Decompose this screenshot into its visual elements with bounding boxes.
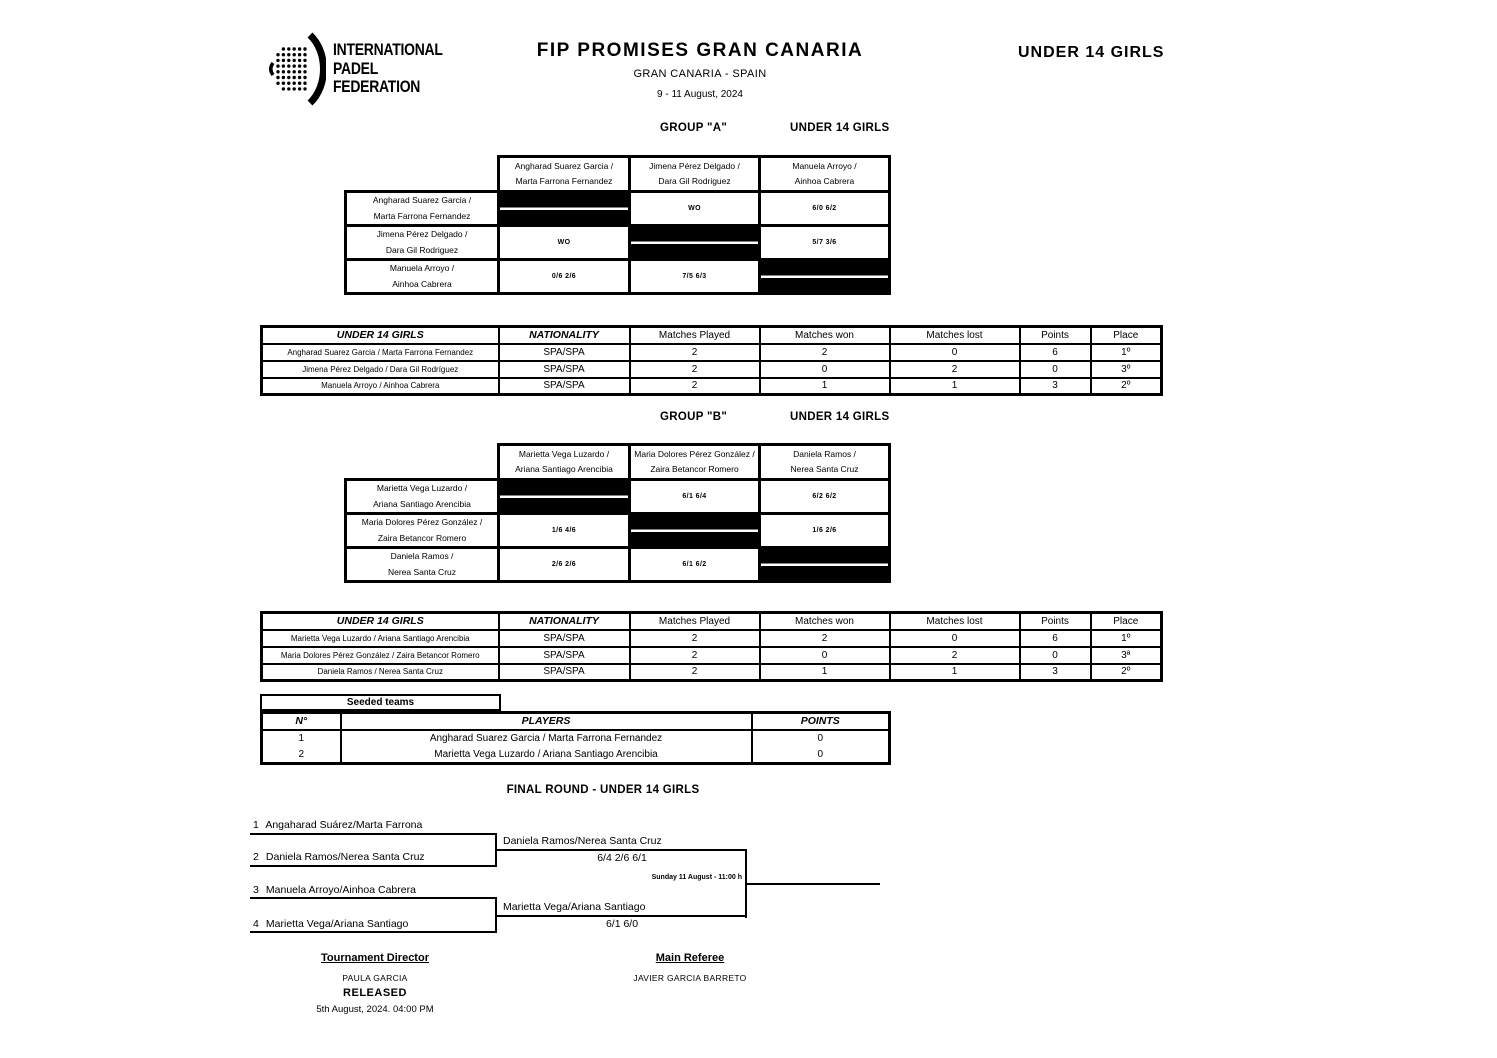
place-cell: 3º	[1091, 361, 1162, 378]
team-name: Angaharad Suárez/Marta Farrona	[265, 819, 423, 831]
table-row	[262, 730, 890, 747]
group-b-heading: GROUP "B"	[660, 411, 728, 423]
match-score-cell: WO	[499, 226, 630, 260]
released-date: 5th August, 2024. 04:00 PM	[316, 1004, 434, 1015]
team-name-line: Manuela Arroyo /	[389, 263, 455, 273]
team-name: Marietta Vega/Ariana Santiago	[265, 918, 409, 930]
semifinal2-winner: Marietta Vega/Ariana Santiago	[503, 901, 646, 913]
bracket-line	[497, 849, 747, 851]
semifinal1-winner: Daniela Ramos/Nerea Santa Cruz	[503, 835, 662, 847]
seed-number: 4	[253, 918, 259, 930]
match-score-cell: 0/6 2/6	[499, 260, 630, 294]
played-cell: 2	[630, 378, 760, 395]
seed-number: 3	[253, 884, 259, 896]
bracket-line	[250, 931, 497, 933]
nationality-cell: SPA/SPA	[499, 630, 630, 647]
event-location: GRAN CANARIA - SPAIN	[633, 68, 767, 80]
bracket-line	[250, 865, 497, 867]
row-team-header	[346, 480, 499, 514]
team-name-line: Dara Gil Rodriguez	[385, 244, 459, 255]
matrix-corner-cell	[346, 445, 499, 480]
place-cell: 1º	[1091, 630, 1162, 647]
bracket-connector	[495, 897, 497, 931]
nationality-cell: SPA/SPA	[499, 361, 630, 378]
column-team-header	[630, 445, 760, 480]
seed-points-cell: 0	[752, 747, 890, 764]
row-team-header	[346, 514, 499, 548]
seeded-header: POINTS	[752, 713, 890, 730]
team-cell: Marietta Vega Luzardo / Ariana Santiago Arencibia	[262, 630, 499, 647]
final-round-title: FINAL ROUND - UNDER 14 GIRLS	[506, 784, 700, 796]
semifinal2-score: 6/1 6/0	[605, 918, 639, 930]
nationality-cell: SPA/SPA	[499, 344, 630, 361]
standings-header: Matches lost	[890, 327, 1020, 344]
seed-number-cell: 2	[262, 747, 341, 764]
standings-header: Matches lost	[890, 613, 1020, 630]
points-cell: 6	[1020, 344, 1091, 361]
logo-line: INTERNATIONAL	[333, 40, 443, 60]
table-row	[262, 630, 1162, 647]
self-match-cell	[760, 260, 890, 294]
column-team-header	[760, 157, 890, 192]
standings-header: Place	[1091, 613, 1162, 630]
padel-racket-icon	[268, 32, 326, 106]
group-a-results-matrix	[344, 155, 891, 295]
team-name-line: Ainhoa Cabrera	[392, 278, 452, 289]
standings-header: Place	[1091, 327, 1162, 344]
lost-cell: 1	[890, 664, 1020, 681]
standings-header: Matches won	[760, 327, 890, 344]
team-name-line: Zaira Betancor Romero	[650, 464, 739, 474]
logo-line: FEDERATION	[333, 77, 421, 97]
lost-cell: 0	[890, 344, 1020, 361]
team-name-line: Jimena Pérez Delgado /	[649, 160, 740, 171]
bracket-team-seed1	[253, 819, 422, 831]
table-row	[262, 378, 1162, 395]
team-name-line: Maria Dolores Pérez González /	[634, 448, 755, 459]
team-name: Daniela Ramos/Nerea Santa Cruz	[265, 851, 425, 863]
team-cell: Manuela Arroyo / Ainhoa Cabrera	[262, 378, 499, 395]
team-name-line: Ariana Santiago Arencibia	[373, 498, 471, 509]
team-cell: Maria Dolores Pérez González / Zaira Betancor Romero	[262, 647, 499, 664]
match-score-cell: 2/6 2/6	[499, 548, 630, 582]
bracket-line	[250, 833, 497, 835]
event-category: UNDER 14 GIRLS	[1018, 44, 1165, 61]
team-name-line: Marietta Vega Luzardo /	[518, 448, 610, 459]
column-team-header	[630, 157, 760, 192]
row-team-header	[346, 192, 499, 226]
table-row	[262, 747, 890, 764]
row-team-header	[346, 260, 499, 294]
bracket-team-seed2	[253, 851, 425, 863]
team-name-line: Ainhoa Cabrera	[794, 176, 855, 186]
standings-header: UNDER 14 GIRLS	[262, 613, 499, 630]
match-score-cell: 7/5 6/3	[630, 260, 760, 294]
group-b-heading-category: UNDER 14 GIRLS	[790, 411, 890, 423]
matrix-corner-cell	[346, 157, 499, 192]
lost-cell: 2	[890, 361, 1020, 378]
won-cell: 1	[760, 664, 890, 681]
points-cell: 3	[1020, 378, 1091, 395]
place-cell: 1º	[1091, 344, 1162, 361]
match-score-cell: 6/2 6/2	[760, 480, 890, 514]
team-name-line: Jimena Pérez Delgado /	[376, 229, 468, 239]
match-score-cell: 5/7 3/6	[760, 226, 890, 260]
standings-header: Matches Played	[630, 327, 760, 344]
played-cell: 2	[630, 647, 760, 664]
logo-line: PADEL	[333, 58, 378, 78]
standings-header: UNDER 14 GIRLS	[262, 327, 499, 344]
team-name-line: Daniela Ramos /	[390, 551, 454, 561]
group-b-results-matrix	[344, 443, 891, 583]
won-cell: 2	[760, 344, 890, 361]
match-score-cell: WO	[630, 192, 760, 226]
bracket-line	[497, 915, 747, 917]
main-referee-name: JAVIER GARCIA BARRETO	[633, 973, 747, 983]
team-name-line: Daniela Ramos /	[793, 448, 856, 459]
won-cell: 1	[760, 378, 890, 395]
place-cell: 2º	[1091, 664, 1162, 681]
team-name-line: Zaira Betancor Romero	[377, 532, 467, 543]
group-a-heading: GROUP "A"	[660, 122, 728, 134]
points-cell: 3	[1020, 664, 1091, 681]
played-cell: 2	[630, 664, 760, 681]
event-dates: 9 - 11 August, 2024	[657, 89, 743, 100]
column-team-header	[760, 445, 890, 480]
team-name-line: Manuela Arroyo /	[792, 160, 857, 171]
lost-cell: 1	[890, 378, 1020, 395]
semifinal1-score: 6/4 2/6 6/1	[597, 852, 647, 864]
standings-header: Matches won	[760, 613, 890, 630]
group-a-heading-category: UNDER 14 GIRLS	[790, 122, 890, 134]
seeded-header: PLAYERS	[341, 713, 752, 730]
nationality-cell: SPA/SPA	[499, 664, 630, 681]
standings-header: Points	[1020, 613, 1091, 630]
group-a-standings	[260, 325, 1163, 396]
nationality-cell: SPA/SPA	[499, 378, 630, 395]
bracket-team-seed3	[253, 884, 416, 896]
table-row	[262, 647, 1162, 664]
team-name-line: Dara Gil Rodriguez	[658, 176, 731, 186]
bracket-line	[250, 897, 497, 899]
standings-header: NATIONALITY	[499, 327, 630, 344]
self-match-cell	[499, 192, 630, 226]
match-score-cell: 1/6 2/6	[760, 514, 890, 548]
team-name-line: Angharad Suarez Garcia /	[372, 195, 472, 205]
event-title: FIP PROMISES GRAN CANARIA	[536, 40, 864, 61]
seed-number: 2	[253, 851, 259, 863]
final-line	[747, 883, 880, 885]
match-score-cell: 6/0 6/2	[760, 192, 890, 226]
group-b-standings	[260, 611, 1163, 682]
lost-cell: 0	[890, 630, 1020, 647]
column-team-header	[499, 445, 630, 480]
team-name-line: Marta Farrona Fernandez	[373, 210, 471, 221]
table-row	[262, 361, 1162, 378]
team-name-line: Ariana Santiago Arencibia	[515, 464, 613, 474]
team-name-line: Marietta Vega Luzardo /	[376, 483, 468, 493]
team-name-line: Maria Dolores Pérez González /	[361, 517, 483, 527]
standings-header: NATIONALITY	[499, 613, 630, 630]
team-name-line: Marta Farrona Fernandez	[515, 176, 613, 186]
lost-cell: 2	[890, 647, 1020, 664]
final-schedule: Sunday 11 August - 11:00 h	[651, 874, 742, 881]
seed-points-cell: 0	[752, 730, 890, 747]
match-score-cell: 6/1 6/2	[630, 548, 760, 582]
team-name-line: Nerea Santa Cruz	[387, 566, 457, 577]
won-cell: 2	[760, 630, 890, 647]
row-team-header	[346, 548, 499, 582]
main-referee-label: Main Referee	[655, 952, 725, 964]
column-team-header	[499, 157, 630, 192]
place-cell: 3ª	[1091, 647, 1162, 664]
self-match-cell	[760, 548, 890, 582]
seeded-teams-tab: Seeded teams	[260, 694, 501, 711]
won-cell: 0	[760, 361, 890, 378]
team-name-line: Nerea Santa Cruz	[790, 464, 859, 474]
tournament-director-label: Tournament Director	[321, 952, 429, 964]
standings-header: Points	[1020, 327, 1091, 344]
points-cell: 0	[1020, 361, 1091, 378]
table-row	[262, 664, 1162, 681]
points-cell: 6	[1020, 630, 1091, 647]
points-cell: 0	[1020, 647, 1091, 664]
released-label: RELEASED	[343, 987, 407, 999]
played-cell: 2	[630, 630, 760, 647]
team-cell: Angharad Suarez Garcia / Marta Farrona Fernandez	[262, 344, 499, 361]
seed-number: 1	[253, 819, 259, 831]
self-match-cell	[499, 480, 630, 514]
team-name-line: Angharad Suarez Garcia /	[514, 160, 614, 171]
played-cell: 2	[630, 361, 760, 378]
row-team-header	[346, 226, 499, 260]
standings-header: Matches Played	[630, 613, 760, 630]
self-match-cell	[630, 514, 760, 548]
team-name: Manuela Arroyo/Ainhoa Cabrera	[265, 884, 416, 896]
bracket-team-seed4	[253, 918, 408, 930]
seed-number-cell: 1	[262, 730, 341, 747]
team-cell: Daniela Ramos / Nerea Santa Cruz	[262, 664, 499, 681]
seeded-teams-table	[260, 711, 891, 765]
self-match-cell	[630, 226, 760, 260]
nationality-cell: SPA/SPA	[499, 647, 630, 664]
match-score-cell: 1/6 4/6	[499, 514, 630, 548]
place-cell: 2º	[1091, 378, 1162, 395]
team-cell: Jimena Pérez Delgado / Dara Gil Rodríguez	[262, 361, 499, 378]
table-row	[262, 344, 1162, 361]
played-cell: 2	[630, 344, 760, 361]
tournament-director-name: PAULA GARCIA	[342, 973, 408, 983]
seed-players-cell: Marietta Vega Luzardo / Ariana Santiago Arencibia	[341, 747, 752, 764]
won-cell: 0	[760, 647, 890, 664]
seed-players-cell: Angharad Suarez Garcia / Marta Farrona Fernandez	[341, 730, 752, 747]
seeded-header: N°	[262, 713, 341, 730]
match-score-cell: 6/1 6/4	[630, 480, 760, 514]
